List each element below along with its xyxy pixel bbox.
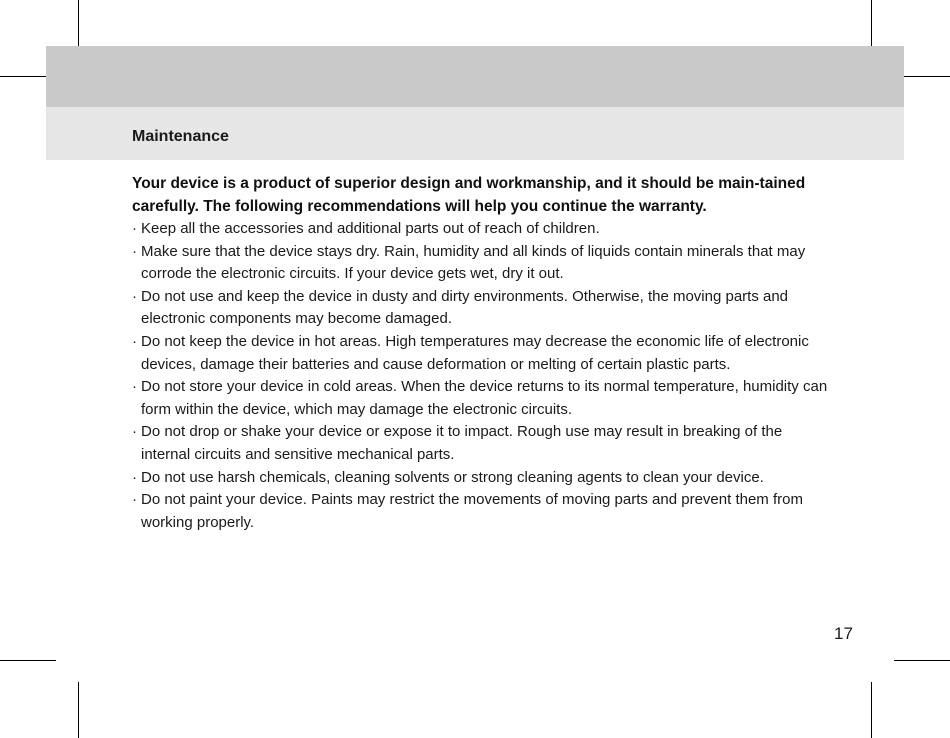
list-item — [132, 241, 832, 286]
list-item-text: Do not paint your device. Paints may restrict the movements of moving parts and prevent them from working properly. — [141, 491, 803, 531]
list-item-text: Make sure that the device stays dry. Rain, humidity and all kinds of liquids contain minerals that may corrode the electronic circuits. If your device gets wet, dry it out. — [141, 242, 806, 283]
bullet-dot-icon: · — [132, 423, 137, 441]
list-item — [132, 376, 832, 421]
list-item-text: Do not keep the device in hot areas. High temperatures may decrease the economic life of electronic devices, damage their batteries and cause deformation or melting of certain plastic parts. — [141, 332, 809, 373]
list-item — [132, 489, 832, 534]
bullet-dot-icon: · — [132, 287, 137, 305]
crop-mark-bottom-right-horizontal — [894, 660, 950, 661]
list-item-text: Do not use and keep the device in dusty and dirty environments. Otherwise, the moving parts and electronic components may become damaged. — [141, 287, 789, 328]
crop-mark-bottom-right-vertical — [871, 682, 872, 738]
intro-paragraph: Your device is a product of superior design and workmanship, and it should be main-tained carefully. The following recommendations will help you continue the warranty. — [132, 175, 806, 215]
list-item-text: Do not store your device in cold areas. When the device returns to its normal temperature, humidity can form within the device, which may damage the electronic circuits. — [141, 378, 828, 418]
page-number: 17 — [834, 624, 853, 643]
list-item — [132, 331, 832, 376]
page-content — [132, 172, 832, 534]
list-item — [132, 467, 832, 490]
list-item — [132, 421, 832, 466]
bullet-dot-icon: · — [132, 468, 137, 486]
bullet-dot-icon: · — [132, 220, 137, 237]
crop-mark-bottom-left-horizontal — [0, 660, 56, 661]
list-item — [132, 218, 832, 241]
bullet-dot-icon: · — [132, 491, 137, 509]
bullet-dot-icon: · — [132, 378, 137, 396]
section-title: Maintenance — [132, 128, 229, 145]
list-item-text: Do not use harsh chemicals, cleaning solvents or strong cleaning agents to clean your device. — [141, 468, 764, 486]
bullet-dot-icon: · — [132, 332, 137, 350]
header-band-dark — [46, 46, 904, 107]
bullet-dot-icon: · — [132, 242, 137, 260]
list-item — [132, 286, 832, 331]
list-item-text: Keep all the accessories and additional parts out of reach of children. — [141, 220, 600, 237]
maintenance-list — [132, 218, 832, 534]
list-item-text: Do not drop or shake your device or expose it to impact. Rough use may result in breaking of the internal circuits and sensitive mechanical parts. — [141, 423, 783, 463]
crop-mark-bottom-left-vertical — [78, 682, 79, 738]
